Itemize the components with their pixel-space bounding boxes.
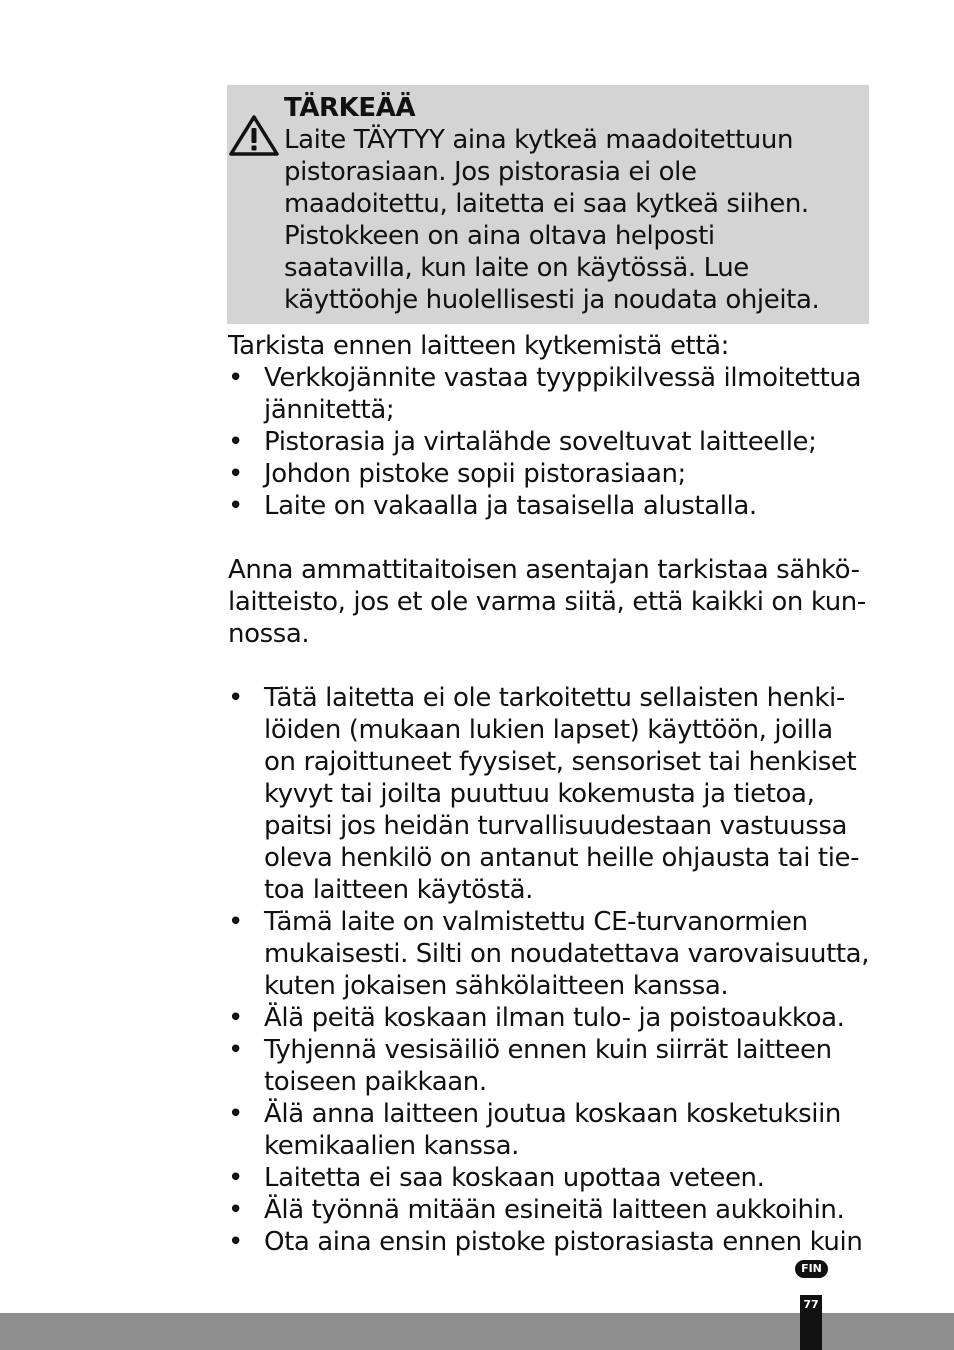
list-item-line: • Älä peitä koskaan ilman tulo- ja poistoaukkoa. [264, 1003, 845, 1033]
list-item [228, 1194, 873, 1226]
list-item [228, 1226, 873, 1258]
list-item-line: • Verkkojännite vastaa tyyppikilvessä ilmoitettua [264, 363, 861, 393]
list-item [228, 490, 873, 522]
list-item [228, 1002, 873, 1034]
list-item [228, 906, 873, 1002]
list-item-line: • Tyhjennä vesisäiliö ennen kuin siirrät laitteen [264, 1035, 832, 1065]
list-item [228, 1162, 873, 1194]
warning-triangle-icon [229, 115, 279, 157]
list-item-line: • Tätä laitetta ei ole tarkoitettu sellaisten henki- [264, 683, 845, 713]
warning-line: käyttöohje huolellisesti ja noudata ohjeita. [284, 285, 820, 315]
list-item-line: • Älä anna laitteen joutua koskaan kosketuksiin [264, 1099, 841, 1129]
warning-line: Pistokkeen on aina oltava helposti [284, 221, 715, 251]
safety-list [228, 682, 873, 1258]
warning-text [284, 92, 864, 316]
list-item-line: • Tämä laite on valmistettu CE-turvanormien [264, 907, 808, 937]
page-number: 77 [803, 1298, 819, 1311]
list-item [228, 362, 873, 426]
list-item-line: kyvyt tai joilta puuttuu kokemusta ja tietoa, [264, 779, 815, 809]
list-item-line: • Älä työnnä mitään esineitä laitteen aukkoihin. [264, 1195, 845, 1225]
list-item-line: • Ota aina ensin pistoke pistorasiasta ennen kuin [264, 1227, 863, 1257]
list-item-line: löiden (mukaan lukien lapset) käyttöön, joilla [264, 715, 833, 745]
list-item-line: • Laite on vakaalla ja tasaisella alustalla. [264, 491, 757, 521]
list-item-line: toiseen paikkaan. [264, 1067, 487, 1097]
list-item-line: mukaisesti. Silti on noudatettava varovaisuutta, [264, 939, 870, 969]
list-item-line: jännitettä; [264, 395, 395, 425]
warning-line: pistorasiaan. Jos pistorasia ei ole [284, 157, 697, 187]
list-item-line: • Johdon pistoke sopii pistorasiaan; [264, 459, 686, 489]
list-item-line: • Pistorasia ja virtalähde soveltuvat laitteelle; [264, 427, 817, 457]
list-item [228, 1098, 873, 1162]
language-badge: FIN [795, 1260, 828, 1278]
list-item-line: oleva henkilö on antanut heille ohjausta tai tie- [264, 843, 860, 873]
paragraph-line: nossa. [228, 619, 310, 649]
list-item-line: paitsi jos heidän turvallisuudestaan vastuussa [264, 811, 848, 841]
list-item [228, 426, 873, 458]
warning-line: maadoitettu, laitetta ei saa kytkeä siihen. [284, 189, 809, 219]
checklist [228, 362, 873, 522]
list-item-line: toa laitteen käytöstä. [264, 875, 533, 905]
warning-line: Laite TÄYTYY aina kytkeä maadoitettuun [284, 125, 794, 155]
list-item [228, 458, 873, 490]
paragraph-line: Anna ammattitaitoisen asentajan tarkistaa sähkö- [228, 555, 860, 585]
list-item-line: on rajoittuneet fyysiset, sensoriset tai henkiset [264, 747, 857, 777]
intro-line: Tarkista ennen laitteen kytkemistä että: [228, 331, 730, 361]
advice-paragraph [228, 554, 873, 650]
list-item [228, 682, 873, 906]
warning-title: TÄRKEÄÄ [284, 93, 416, 123]
intro-text [228, 330, 873, 362]
list-item-line: kemikaalien kanssa. [264, 1131, 520, 1161]
warning-line: saatavilla, kun laite on käytössä. Lue [284, 253, 749, 283]
paragraph-line: laitteisto, jos et ole varma siitä, että kaikki on kun- [228, 587, 866, 617]
list-item-line: kuten jokaisen sähkölaitteen kanssa. [264, 971, 729, 1001]
list-item-line: • Laitetta ei saa koskaan upottaa veteen. [264, 1163, 765, 1193]
list-item [228, 1034, 873, 1098]
